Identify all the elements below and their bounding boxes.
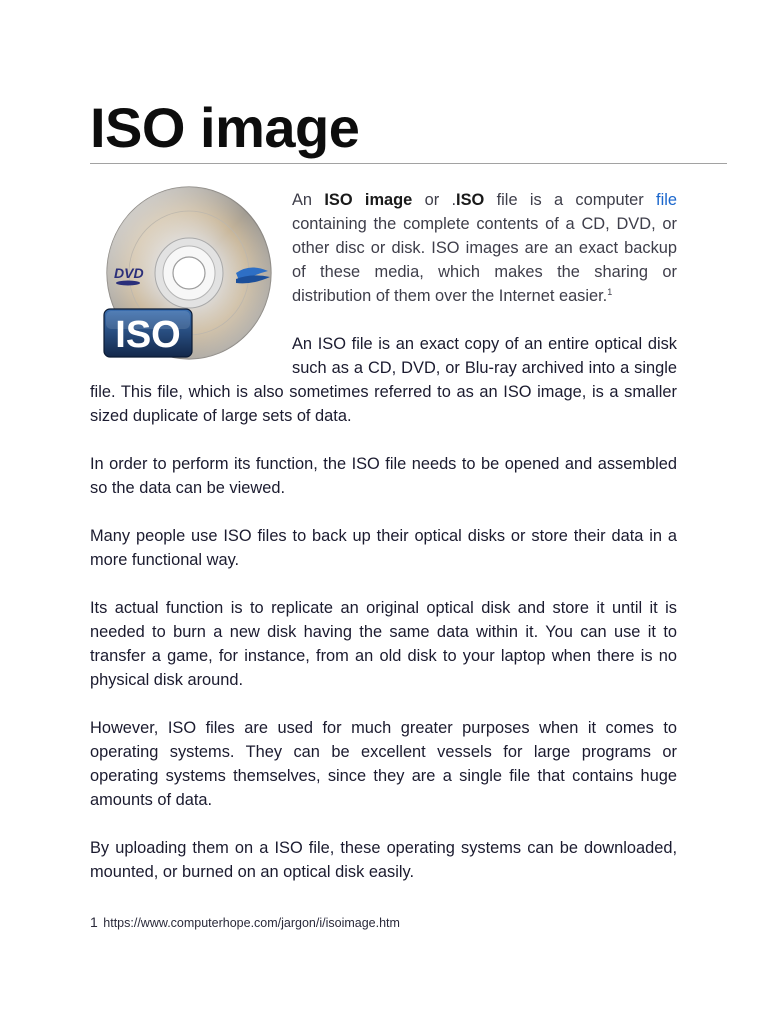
iso-disc-graphic (90, 183, 280, 363)
footnote-number: 1 (90, 914, 98, 930)
document-body (90, 188, 677, 908)
svg-text:ISO: ISO (115, 314, 181, 356)
footnote-ref[interactable]: 1 (607, 287, 613, 297)
body-paragraph: By uploading them on a ISO file, these operating systems can be downloaded, mounted, or burned on an optical disk easily. (90, 839, 677, 881)
body-paragraph: Its actual function is to replicate an original optical disk and store it until it is needed to burn a new disk having the same data within it. You can use it to transfer a game, for instance, from an old disk to your laptop when there is no physical disk around. (90, 599, 677, 689)
body-paragraph: However, ISO files are used for much greater purposes when it comes to operating systems. They can be excellent vessels for large programs or operating systems themselves, since they are a single file that contains huge amounts of data. (90, 719, 677, 809)
intro-paragraph: An ISO image or .ISO file is a computer file containing the complete contents of a CD, DVD, or other disc or disk. ISO images are an exact backup of these media, which makes the sharing or distribution of them over the Internet easier.$^1$ (292, 191, 677, 305)
title-divider (90, 163, 727, 164)
page-title: ISO image (90, 96, 360, 159)
file-link[interactable]: file (656, 191, 677, 209)
svg-text:DVD: DVD (114, 265, 144, 281)
iso-badge (104, 309, 192, 357)
bold-term: ISO (456, 191, 485, 209)
bold-term: ISO image (324, 191, 413, 209)
body-paragraph: An ISO file is an exact copy of an entire optical disk such as a CD, DVD, or Blu-ray archived into a single file. This file, which is also sometimes referred to as an ISO image, is a smaller sized duplicate of large sets of data. (90, 335, 677, 425)
body-paragraph: Many people use ISO files to back up their optical disks or store their data in a more functional way. (90, 527, 677, 569)
footnote (90, 914, 400, 930)
body-paragraph: In order to perform its function, the ISO file needs to be opened and assembled so the data can be viewed. (90, 455, 677, 497)
dvd-logo (114, 265, 144, 286)
footnote-url[interactable]: https://www.computerhope.com/jargon/i/isoimage.htm (103, 916, 400, 930)
iso-disc-icon (90, 183, 292, 359)
